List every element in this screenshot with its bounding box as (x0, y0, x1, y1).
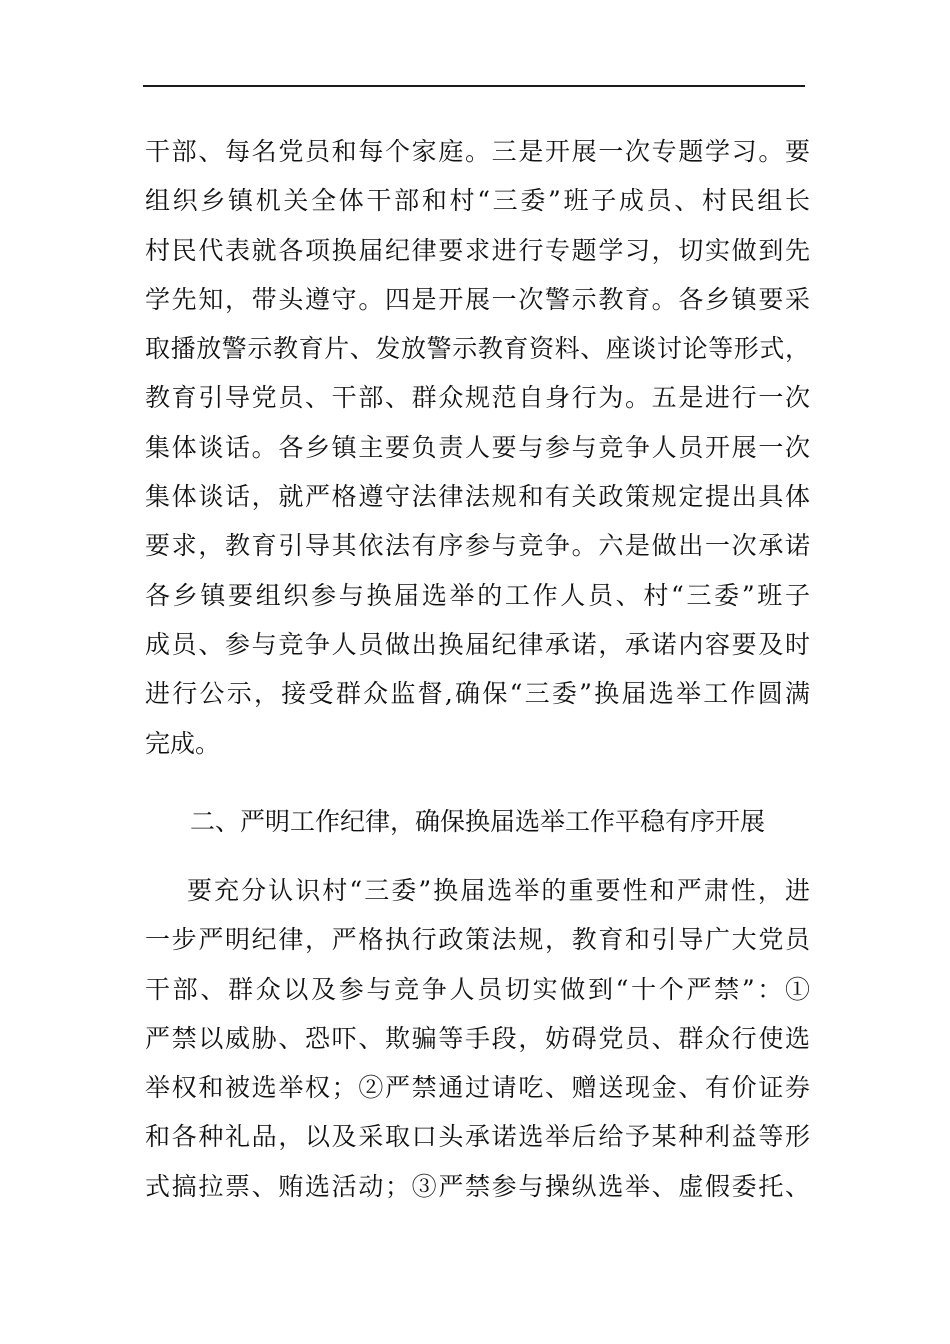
text-line: 取播放警示教育片、发放警示教育资料、座谈讨论等形式， (145, 334, 810, 364)
text-line: 要充分认识村“三委”换届选举的重要性和严肃性，进 (187, 876, 810, 905)
text-line: 教育引导党员、干部、群众规范自身行为。五是进行一次 (145, 383, 810, 413)
text-line: 进行公示，接受群众监督,确保“三委”换届选举工作圆满 (145, 679, 810, 709)
text-line: 一步严明纪律，严格执行政策法规，教育和引导广大党员 (145, 925, 810, 955)
text-line: 完成。 (145, 728, 221, 758)
text-line: 举权和被选举权；②严禁通过请吃、赠送现金、有价证券 (145, 1073, 810, 1103)
text-line: 组织乡镇机关全体干部和村“三委”班子成员、村民组长 (145, 186, 810, 216)
text-line: 要求，教育引导其依法有序参与竞争。六是做出一次承诺 (145, 531, 810, 561)
header-rule (143, 85, 805, 87)
text-line: 式搞拉票、贿选活动；③严禁参与操纵选举、虚假委托、 (145, 1171, 810, 1201)
text-line: 干部、群众以及参与竞争人员切实做到“十个严禁”：① (145, 974, 810, 1004)
text-line: 成员、参与竞争人员做出换届纪律承诺，承诺内容要及时 (145, 629, 810, 659)
text-line: 严禁以威胁、恐吓、欺骗等手段，妨碍党员、群众行使选 (145, 1023, 810, 1053)
text-line: 村民代表就各项换届纪律要求进行专题学习，切实做到先 (145, 235, 810, 265)
text-line: 和各种礼品，以及采取口头承诺选举后给予某种利益等形 (145, 1122, 810, 1152)
paragraph-continued (145, 127, 810, 768)
paragraph-discipline (145, 866, 810, 1211)
text-line: 学先知，带头遵守。四是开展一次警示教育。各乡镇要采 (145, 284, 810, 314)
text-line: 各乡镇要组织参与换届选举的工作人员、村“三委”班子 (145, 580, 810, 610)
text-line: 干部、每名党员和每个家庭。三是开展一次专题学习。要 (145, 137, 810, 166)
text-line: 集体谈话。各乡镇主要负责人要与参与竞争人员开展一次 (145, 432, 810, 462)
section-heading: 二、严明工作纪律，确保换届选举工作平稳有序开展 (190, 807, 766, 836)
text-line: 集体谈话，就严格遵守法律法规和有关政策规定提出具体 (145, 482, 810, 512)
